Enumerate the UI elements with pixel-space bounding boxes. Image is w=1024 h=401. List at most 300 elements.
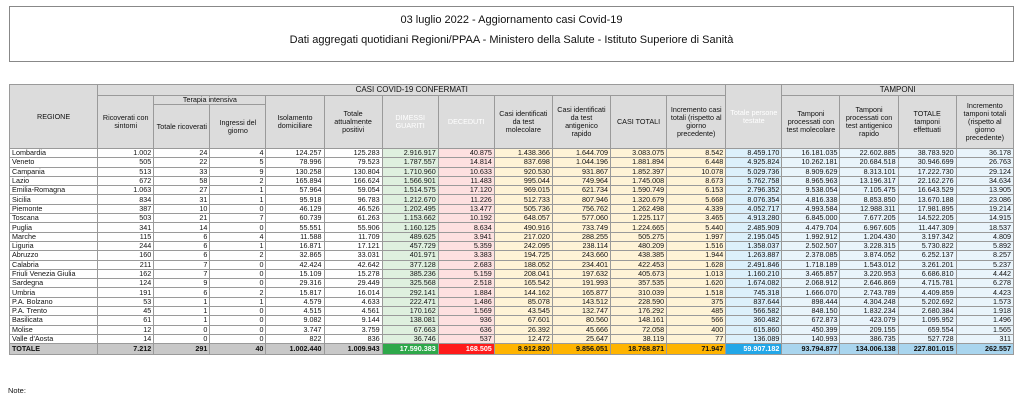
value-cell: 2.502.507 bbox=[782, 241, 840, 250]
value-cell: 9.856.051 bbox=[552, 344, 610, 355]
table-row bbox=[10, 214, 1014, 223]
value-cell: 505.736 bbox=[494, 204, 552, 213]
value-cell: 148.161 bbox=[611, 316, 667, 325]
region-name-cell: Marche bbox=[10, 232, 98, 241]
value-cell: 1.224.665 bbox=[611, 223, 667, 232]
value-cell: 8.313.101 bbox=[840, 167, 898, 176]
value-cell: 636 bbox=[438, 325, 494, 334]
col-header: DECEDUTI bbox=[438, 96, 494, 149]
value-cell: 13.670.188 bbox=[898, 195, 956, 204]
value-cell: 401.971 bbox=[382, 251, 438, 260]
value-cell: 165.877 bbox=[552, 288, 610, 297]
value-cell: 1.320.679 bbox=[611, 195, 667, 204]
value-cell: 10 bbox=[154, 204, 210, 213]
value-cell: 165.894 bbox=[266, 176, 324, 185]
value-cell: 140.993 bbox=[782, 334, 840, 343]
value-cell: 2.485.909 bbox=[726, 223, 782, 232]
value-cell: 405.673 bbox=[611, 269, 667, 278]
col-header: Casi identificati da test molecolare bbox=[494, 96, 552, 149]
value-cell: 8.965.963 bbox=[782, 176, 840, 185]
value-cell: 1.202.495 bbox=[382, 204, 438, 213]
value-cell: 1 bbox=[210, 241, 266, 250]
value-cell: 59.907.182 bbox=[726, 344, 782, 355]
value-cell: 15.109 bbox=[266, 269, 324, 278]
value-cell: 8.853.850 bbox=[840, 195, 898, 204]
table-row bbox=[10, 325, 1014, 334]
value-cell: 14 bbox=[98, 334, 154, 343]
value-cell: 837.698 bbox=[494, 158, 552, 167]
value-cell: 6.278 bbox=[956, 279, 1013, 288]
value-cell: 837.644 bbox=[726, 297, 782, 306]
value-cell: 1.225.117 bbox=[611, 214, 667, 223]
value-cell: 6 bbox=[154, 241, 210, 250]
region-name-cell: Valle d'Aosta bbox=[10, 334, 98, 343]
value-cell: 360.482 bbox=[726, 316, 782, 325]
value-cell: 4.715.781 bbox=[898, 279, 956, 288]
region-name-cell: Emilia-Romagna bbox=[10, 186, 98, 195]
value-cell: 920.530 bbox=[494, 167, 552, 176]
region-name-cell: TOTALE bbox=[10, 344, 98, 355]
value-cell: 9.538.054 bbox=[782, 186, 840, 195]
region-name-cell: Campania bbox=[10, 167, 98, 176]
value-cell: 5.892 bbox=[956, 241, 1013, 250]
value-cell: 1.002.440 bbox=[266, 344, 324, 355]
value-cell: 78.996 bbox=[266, 158, 324, 167]
col-header: Tamponi processati con test molecolare bbox=[782, 96, 840, 149]
value-cell: 1.044.196 bbox=[552, 158, 610, 167]
value-cell: 12.472 bbox=[494, 334, 552, 343]
value-cell: 648.057 bbox=[494, 214, 552, 223]
value-cell: 36.746 bbox=[382, 334, 438, 343]
table-row bbox=[10, 260, 1014, 269]
value-cell: 3.383 bbox=[438, 251, 494, 260]
value-cell: 0 bbox=[154, 325, 210, 334]
value-cell: 9 bbox=[210, 167, 266, 176]
value-cell: 12.988.311 bbox=[840, 204, 898, 213]
table-row bbox=[10, 251, 1014, 260]
value-cell: 13.196.317 bbox=[840, 176, 898, 185]
region-name-cell: P.A. Bolzano bbox=[10, 297, 98, 306]
value-cell: 422.453 bbox=[611, 260, 667, 269]
value-cell: 211 bbox=[98, 260, 154, 269]
value-cell: 4.304.248 bbox=[840, 297, 898, 306]
value-cell: 15.817 bbox=[266, 288, 324, 297]
value-cell: 1.666.070 bbox=[782, 288, 840, 297]
value-cell: 2.680.384 bbox=[898, 307, 956, 316]
value-cell: 6.845.000 bbox=[782, 214, 840, 223]
value-cell: 165.542 bbox=[494, 279, 552, 288]
value-cell: 176.292 bbox=[611, 307, 667, 316]
value-cell: 936 bbox=[438, 316, 494, 325]
value-cell: 3.197.342 bbox=[898, 232, 956, 241]
value-cell: 31 bbox=[154, 195, 210, 204]
header-row-sub bbox=[10, 96, 1014, 105]
value-cell: 1.543.012 bbox=[840, 260, 898, 269]
value-cell: 3.083.075 bbox=[611, 149, 667, 158]
value-cell: 480.209 bbox=[611, 241, 667, 250]
value-cell: 191 bbox=[98, 288, 154, 297]
value-cell: 1 bbox=[210, 297, 266, 306]
value-cell: 55.551 bbox=[266, 223, 324, 232]
value-cell: 4.515 bbox=[266, 307, 324, 316]
value-cell: 32.865 bbox=[266, 251, 324, 260]
value-cell: 1.095.952 bbox=[898, 316, 956, 325]
region-name-cell: Sardegna bbox=[10, 279, 98, 288]
value-cell: 57.964 bbox=[266, 186, 324, 195]
value-cell: 17.121 bbox=[324, 241, 382, 250]
value-cell: 160 bbox=[98, 251, 154, 260]
col-header: Totale attualmente positivi bbox=[324, 96, 382, 149]
value-cell: 38.783.920 bbox=[898, 149, 956, 158]
value-cell: 5.202.692 bbox=[898, 297, 956, 306]
value-cell: 1.212.670 bbox=[382, 195, 438, 204]
value-cell: 67.601 bbox=[494, 316, 552, 325]
value-cell: 1.852.397 bbox=[611, 167, 667, 176]
value-cell: 1.745.008 bbox=[611, 176, 667, 185]
value-cell: 8.459.170 bbox=[726, 149, 782, 158]
note-label: Note: bbox=[8, 386, 26, 395]
value-cell: 80.560 bbox=[552, 316, 610, 325]
value-cell: 0 bbox=[210, 279, 266, 288]
value-cell: 1.992.912 bbox=[782, 232, 840, 241]
col-header: Totale ricoverati bbox=[154, 105, 210, 149]
table-row bbox=[10, 223, 1014, 232]
value-cell: 238.114 bbox=[552, 241, 610, 250]
value-cell: 672 bbox=[98, 176, 154, 185]
value-cell: 20.684.518 bbox=[840, 158, 898, 167]
region-name-cell: Sicilia bbox=[10, 195, 98, 204]
value-cell: 1 bbox=[210, 195, 266, 204]
value-cell: 2.743.789 bbox=[840, 288, 898, 297]
value-cell: 1.516 bbox=[667, 241, 726, 250]
value-cell: 9.082 bbox=[266, 316, 324, 325]
value-cell: 3.261.201 bbox=[898, 260, 956, 269]
value-cell: 1.009.943 bbox=[324, 344, 382, 355]
value-cell: 14.814 bbox=[438, 158, 494, 167]
value-cell: 61 bbox=[98, 316, 154, 325]
value-cell: 7.212 bbox=[98, 344, 154, 355]
value-cell: 25.647 bbox=[552, 334, 610, 343]
value-cell: 527.728 bbox=[898, 334, 956, 343]
value-cell: 1.573 bbox=[956, 297, 1013, 306]
region-name-cell: Abruzzo bbox=[10, 251, 98, 260]
col-header: Tamponi processati con test antigenico rapido bbox=[840, 96, 898, 149]
value-cell: 166.624 bbox=[324, 176, 382, 185]
value-cell: 1 bbox=[154, 297, 210, 306]
value-cell: 1.566.901 bbox=[382, 176, 438, 185]
value-cell: 4.579 bbox=[266, 297, 324, 306]
swabs-group-header: TAMPONI bbox=[782, 85, 1014, 96]
value-cell: 5.359 bbox=[438, 241, 494, 250]
region-name-cell: P.A. Trento bbox=[10, 307, 98, 316]
table-row bbox=[10, 288, 1014, 297]
value-cell: 26.763 bbox=[956, 158, 1013, 167]
col-header: Incremento casi totali (rispetto al giorno precedente) bbox=[667, 96, 726, 149]
value-cell: 4.809 bbox=[956, 232, 1013, 241]
value-cell: 7 bbox=[154, 260, 210, 269]
value-cell: 1.628 bbox=[667, 260, 726, 269]
value-cell: 36.178 bbox=[956, 149, 1013, 158]
value-cell: 40 bbox=[210, 344, 266, 355]
value-cell: 45 bbox=[98, 307, 154, 316]
value-cell: 1.620 bbox=[667, 279, 726, 288]
col-header: Incremento tamponi totali (rispetto al giorno precedente) bbox=[956, 96, 1013, 149]
value-cell: 12 bbox=[98, 325, 154, 334]
value-cell: 1 bbox=[154, 316, 210, 325]
value-cell: 5.440 bbox=[667, 223, 726, 232]
region-name-cell: Veneto bbox=[10, 158, 98, 167]
value-cell: 43.545 bbox=[494, 307, 552, 316]
value-cell: 18.768.871 bbox=[611, 344, 667, 355]
value-cell: 621.734 bbox=[552, 186, 610, 195]
col-header: Casi identificati da test antigenico rapido bbox=[552, 96, 610, 149]
value-cell: 13.905 bbox=[956, 186, 1013, 195]
value-cell: 4.479.704 bbox=[782, 223, 840, 232]
col-header: Totale persone testate bbox=[726, 85, 782, 149]
value-cell: 311 bbox=[956, 334, 1013, 343]
value-cell: 40.875 bbox=[438, 149, 494, 158]
value-cell: 836 bbox=[324, 334, 382, 343]
value-cell: 513 bbox=[98, 167, 154, 176]
value-cell: 0 bbox=[210, 204, 266, 213]
value-cell: 291 bbox=[154, 344, 210, 355]
value-cell: 209.155 bbox=[840, 325, 898, 334]
value-cell: 85.078 bbox=[494, 297, 552, 306]
value-cell: 1.263.887 bbox=[726, 251, 782, 260]
value-cell: 1.787.557 bbox=[382, 158, 438, 167]
value-cell: 19.214 bbox=[956, 204, 1013, 213]
value-cell: 400 bbox=[667, 325, 726, 334]
value-cell: 191.993 bbox=[552, 279, 610, 288]
region-name-cell: Molise bbox=[10, 325, 98, 334]
value-cell: 55.906 bbox=[324, 223, 382, 232]
value-cell: 8.909.629 bbox=[782, 167, 840, 176]
value-cell: 733.749 bbox=[552, 223, 610, 232]
value-cell: 1.204.430 bbox=[840, 232, 898, 241]
value-cell: 5.159 bbox=[438, 269, 494, 278]
value-cell: 2.068.912 bbox=[782, 279, 840, 288]
value-cell: 6 bbox=[154, 251, 210, 260]
value-cell: 16.643.529 bbox=[898, 186, 956, 195]
value-cell: 0 bbox=[210, 269, 266, 278]
table-row bbox=[10, 316, 1014, 325]
value-cell: 244 bbox=[98, 241, 154, 250]
value-cell: 42.642 bbox=[324, 260, 382, 269]
value-cell: 30.946.699 bbox=[898, 158, 956, 167]
value-cell: 42.424 bbox=[266, 260, 324, 269]
region-header: REGIONE bbox=[10, 85, 98, 149]
value-cell: 2.491.846 bbox=[726, 260, 782, 269]
value-cell: 0 bbox=[210, 260, 266, 269]
value-cell: 4.993.584 bbox=[782, 204, 840, 213]
region-name-cell: Lombardia bbox=[10, 149, 98, 158]
value-cell: 577.060 bbox=[552, 214, 610, 223]
value-cell: 11.226 bbox=[438, 195, 494, 204]
value-cell: 659.554 bbox=[898, 325, 956, 334]
value-cell: 357.535 bbox=[611, 279, 667, 288]
value-cell: 834 bbox=[98, 195, 154, 204]
report-header bbox=[9, 6, 1014, 62]
value-cell: 848.150 bbox=[782, 307, 840, 316]
table-row bbox=[10, 241, 1014, 250]
value-cell: 11.483 bbox=[438, 176, 494, 185]
value-cell: 566.582 bbox=[726, 307, 782, 316]
value-cell: 1.944 bbox=[667, 251, 726, 260]
value-cell: 672.873 bbox=[782, 316, 840, 325]
value-cell: 5 bbox=[210, 158, 266, 167]
value-cell: 2.646.869 bbox=[840, 279, 898, 288]
value-cell: 262.557 bbox=[956, 344, 1013, 355]
icu-group-header: Terapia intensiva bbox=[154, 96, 266, 105]
table-row bbox=[10, 232, 1014, 241]
value-cell: 1.002 bbox=[98, 149, 154, 158]
value-cell: 1.160.210 bbox=[726, 269, 782, 278]
table-row bbox=[10, 279, 1014, 288]
value-cell: 227.801.015 bbox=[898, 344, 956, 355]
value-cell: 6.686.810 bbox=[898, 269, 956, 278]
value-cell: 0 bbox=[210, 325, 266, 334]
value-cell: 1.160.125 bbox=[382, 223, 438, 232]
value-cell: 2 bbox=[210, 176, 266, 185]
region-name-cell: Calabria bbox=[10, 260, 98, 269]
value-cell: 4.925.824 bbox=[726, 158, 782, 167]
value-cell: 46.129 bbox=[266, 204, 324, 213]
value-cell: 228.590 bbox=[611, 297, 667, 306]
value-cell: 745.318 bbox=[726, 288, 782, 297]
table-row bbox=[10, 307, 1014, 316]
value-cell: 11.709 bbox=[324, 232, 382, 241]
value-cell: 10.262.181 bbox=[782, 158, 840, 167]
value-cell: 1.884 bbox=[438, 288, 494, 297]
value-cell: 1.997 bbox=[667, 232, 726, 241]
region-name-cell: Toscana bbox=[10, 214, 98, 223]
value-cell: 144.162 bbox=[494, 288, 552, 297]
value-cell: 3.228.315 bbox=[840, 241, 898, 250]
value-cell: 292.141 bbox=[382, 288, 438, 297]
value-cell: 95.918 bbox=[266, 195, 324, 204]
value-cell: 67.663 bbox=[382, 325, 438, 334]
value-cell: 208.041 bbox=[494, 269, 552, 278]
value-cell: 168.505 bbox=[438, 344, 494, 355]
table-row bbox=[10, 176, 1014, 185]
value-cell: 5.237 bbox=[956, 260, 1013, 269]
region-name-cell: Basilicata bbox=[10, 316, 98, 325]
value-cell: 615.860 bbox=[726, 325, 782, 334]
value-cell: 3.747 bbox=[266, 325, 324, 334]
value-cell: 138.081 bbox=[382, 316, 438, 325]
value-cell: 0 bbox=[210, 334, 266, 343]
value-cell: 22.602.885 bbox=[840, 149, 898, 158]
value-cell: 749.964 bbox=[552, 176, 610, 185]
value-cell: 14 bbox=[154, 223, 210, 232]
value-cell: 29.449 bbox=[324, 279, 382, 288]
value-cell: 1.881.894 bbox=[611, 158, 667, 167]
value-cell: 8.634 bbox=[438, 223, 494, 232]
value-cell: 15.278 bbox=[324, 269, 382, 278]
value-cell: 505.275 bbox=[611, 232, 667, 241]
region-name-cell: Puglia bbox=[10, 223, 98, 232]
table-row bbox=[10, 334, 1014, 343]
value-cell: 4.442 bbox=[956, 269, 1013, 278]
value-cell: 1.518 bbox=[667, 288, 726, 297]
value-cell: 3.465 bbox=[667, 214, 726, 223]
value-cell: 385.236 bbox=[382, 269, 438, 278]
value-cell: 21 bbox=[154, 214, 210, 223]
covid-data-table bbox=[9, 84, 1014, 355]
value-cell: 10.078 bbox=[667, 167, 726, 176]
col-header: Ingressi del giorno bbox=[210, 105, 266, 149]
value-cell: 132.747 bbox=[552, 307, 610, 316]
region-name-cell: Liguria bbox=[10, 241, 98, 250]
value-cell: 5.029.736 bbox=[726, 167, 782, 176]
value-cell: 33 bbox=[154, 167, 210, 176]
value-cell: 130.258 bbox=[266, 167, 324, 176]
value-cell: 9 bbox=[154, 279, 210, 288]
value-cell: 0 bbox=[154, 334, 210, 343]
value-cell: 8.912.820 bbox=[494, 344, 552, 355]
value-cell: 1.514.575 bbox=[382, 186, 438, 195]
value-cell: 969.015 bbox=[494, 186, 552, 195]
value-cell: 136.089 bbox=[726, 334, 782, 343]
value-cell: 38.119 bbox=[611, 334, 667, 343]
value-cell: 7 bbox=[154, 269, 210, 278]
value-cell: 14.915 bbox=[956, 214, 1013, 223]
value-cell: 17.120 bbox=[438, 186, 494, 195]
value-cell: 72.058 bbox=[611, 325, 667, 334]
value-cell: 2.916.917 bbox=[382, 149, 438, 158]
value-cell: 1.438.366 bbox=[494, 149, 552, 158]
value-cell: 93.794.877 bbox=[782, 344, 840, 355]
value-cell: 3.220.953 bbox=[840, 269, 898, 278]
region-name-cell: Friuli Venezia Giulia bbox=[10, 269, 98, 278]
value-cell: 197.632 bbox=[552, 269, 610, 278]
value-cell: 2.195.045 bbox=[726, 232, 782, 241]
value-cell: 24 bbox=[154, 149, 210, 158]
value-cell: 8.257 bbox=[956, 251, 1013, 260]
value-cell: 5.668 bbox=[667, 195, 726, 204]
value-cell: 7.105.475 bbox=[840, 186, 898, 195]
value-cell: 6 bbox=[154, 288, 210, 297]
value-cell: 2.796.352 bbox=[726, 186, 782, 195]
total-row bbox=[10, 344, 1014, 355]
value-cell: 423.079 bbox=[840, 316, 898, 325]
value-cell: 77 bbox=[667, 334, 726, 343]
value-cell: 4.561 bbox=[324, 307, 382, 316]
header-row-groups bbox=[10, 85, 1014, 96]
table-row bbox=[10, 186, 1014, 195]
report-subtitle: Dati aggregati quotidiani Regioni/PPAA - Ministero della Salute - Istituto Superiore di Sanità bbox=[289, 34, 734, 46]
value-cell: 194.725 bbox=[494, 251, 552, 260]
value-cell: 8.542 bbox=[667, 149, 726, 158]
region-name-cell: Piemonte bbox=[10, 204, 98, 213]
value-cell: 45.666 bbox=[552, 325, 610, 334]
value-cell: 490.916 bbox=[494, 223, 552, 232]
value-cell: 898.444 bbox=[782, 297, 840, 306]
value-cell: 243.660 bbox=[552, 251, 610, 260]
value-cell: 3.759 bbox=[324, 325, 382, 334]
value-cell: 17.981.895 bbox=[898, 204, 956, 213]
value-cell: 1.674.082 bbox=[726, 279, 782, 288]
value-cell: 27 bbox=[154, 186, 210, 195]
value-cell: 1.565 bbox=[956, 325, 1013, 334]
value-cell: 995.044 bbox=[494, 176, 552, 185]
value-cell: 503 bbox=[98, 214, 154, 223]
value-cell: 4.339 bbox=[667, 204, 726, 213]
value-cell: 130.804 bbox=[324, 167, 382, 176]
value-cell: 4 bbox=[210, 232, 266, 241]
value-cell: 124 bbox=[98, 279, 154, 288]
value-cell: 96.783 bbox=[324, 195, 382, 204]
